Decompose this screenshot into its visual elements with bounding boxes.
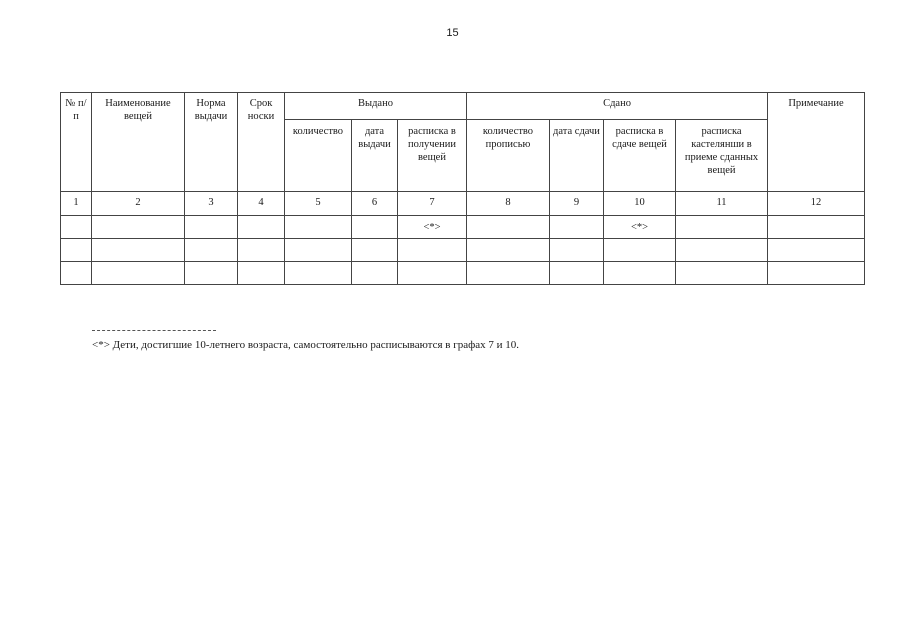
table-cell xyxy=(92,216,185,239)
footnote-marker: <*> xyxy=(398,216,467,239)
header-number: № п/п xyxy=(61,93,92,192)
header-issued-receipt: расписка в получении вещей xyxy=(398,120,467,192)
table-cell xyxy=(92,262,185,285)
column-number: 12 xyxy=(768,192,865,216)
table-cell xyxy=(604,239,676,262)
table-cell xyxy=(676,216,768,239)
table-cell xyxy=(238,216,285,239)
column-number: 6 xyxy=(352,192,398,216)
table-cell xyxy=(467,216,550,239)
table-cell xyxy=(467,262,550,285)
table-cell xyxy=(467,239,550,262)
table-cell xyxy=(352,216,398,239)
column-number-row xyxy=(61,192,865,216)
table-cell xyxy=(285,216,352,239)
column-number: 4 xyxy=(238,192,285,216)
column-number: 7 xyxy=(398,192,467,216)
header-group-returned: Сдано xyxy=(467,93,768,120)
table-cell xyxy=(768,262,865,285)
table-cell xyxy=(550,216,604,239)
column-number: 11 xyxy=(676,192,768,216)
table-cell xyxy=(398,239,467,262)
footnote-separator xyxy=(92,330,216,331)
table-cell xyxy=(676,239,768,262)
table-cell xyxy=(238,239,285,262)
table-cell xyxy=(550,262,604,285)
table-row xyxy=(61,216,865,239)
footnote-marker: <*> xyxy=(604,216,676,239)
table-cell xyxy=(768,239,865,262)
table-cell xyxy=(185,216,238,239)
footnote-text: <*> Дети, достигшие 10-летнего возраста, самостоятельно расписываются в графах 7 и 10. xyxy=(92,339,520,351)
table-cell xyxy=(676,262,768,285)
header-group-issued: Выдано xyxy=(285,93,467,120)
table-cell xyxy=(550,239,604,262)
column-number: 10 xyxy=(604,192,676,216)
table-cell xyxy=(604,262,676,285)
table-cell xyxy=(185,262,238,285)
header-issued-date: дата выдачи xyxy=(352,120,398,192)
header-returned-date: дата сдачи xyxy=(550,120,604,192)
header-note: Примечание xyxy=(768,93,865,192)
table-cell xyxy=(285,239,352,262)
table-cell xyxy=(61,216,92,239)
column-number: 3 xyxy=(185,192,238,216)
header-item-name: Наименование вещей xyxy=(92,93,185,192)
header-issued-quantity: количество xyxy=(285,120,352,192)
table-cell xyxy=(61,262,92,285)
table-cell xyxy=(92,239,185,262)
table-cell xyxy=(185,239,238,262)
column-number: 5 xyxy=(285,192,352,216)
table-cell xyxy=(352,262,398,285)
header-castellan-receipt: расписка кастелянши в приеме сданных вещей xyxy=(676,120,768,192)
items-register-table xyxy=(60,92,865,285)
page-number: 15 xyxy=(446,27,459,39)
table-row xyxy=(61,262,865,285)
table-cell xyxy=(238,262,285,285)
header-wear-term: Срок носки xyxy=(238,93,285,192)
table-cell xyxy=(352,239,398,262)
header-returned-receipt: расписка в сдаче вещей xyxy=(604,120,676,192)
column-number: 8 xyxy=(467,192,550,216)
table-cell xyxy=(61,239,92,262)
header-issue-norm: Норма выдачи xyxy=(185,93,238,192)
table-row xyxy=(61,239,865,262)
column-number: 2 xyxy=(92,192,185,216)
table-cell xyxy=(398,262,467,285)
header-returned-quantity: количество прописью xyxy=(467,120,550,192)
table-cell xyxy=(768,216,865,239)
column-number: 1 xyxy=(61,192,92,216)
table-cell xyxy=(285,262,352,285)
column-number: 9 xyxy=(550,192,604,216)
